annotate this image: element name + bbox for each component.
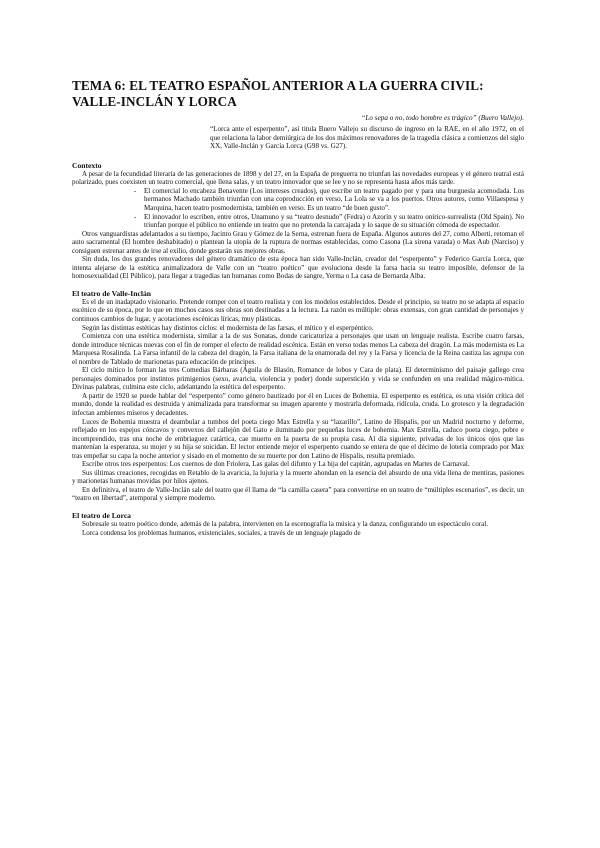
section-heading-contexto: Contexto	[72, 160, 102, 170]
paragraph: Lorca condensa los problemas humanos, existenciales, sociales, a través de un lenguaje plagado de	[82, 528, 361, 537]
paragraph: Sus últimas creaciones, recogidas en Retablo de la avaricia, la lujuria y la muerte ahondan en la esencia del absurdo de una vida llena de mentiras, pasiones y marionetas humanas movidas por hilos ajenos.	[72, 468, 524, 486]
paragraph: Sobresale su teatro poético donde, además de la palabra, intervienen en la escenografía la música y la danza, configurando un espectáculo coral.	[82, 520, 489, 529]
page-title: TEMA 6: EL TEATRO ESPAÑOL ANTERIOR A LA GUERRA CIVIL: VALLE-INCLÁN Y LORCA	[72, 78, 484, 109]
document-page	[72, 78, 524, 537]
bullet-text: El innovador lo escriben, entre otros, Unamuno y su “teatro desnudo” (Fedra) o Azorín y su teatro onírico-surrealista (Old Spain). No triunfan porque el público no entiende un teatro que no pretenda la carcajada y lo saque de su situación cómoda de espectador.	[144, 212, 524, 230]
paragraph: El ciclo mítico lo forman las tres Comedias Bárbaras (Águila de Blasón, Romance de lobos y Cara de plata). El determinismo del paisaje gallego crea personajes dominados por instintos primigenios (sexo, avaricia, violencia y poder) donde superstición y vida se confunden en una realidad mágico-mítica. Divinas palabras, culmina este ciclo, adelantando la estética del esperpento.	[72, 366, 524, 392]
intro-paragraph: “Lorca ante el esperpento”, así titula Buero Vallejo su discurso de ingreso en la RAE, en el año 1972, en el que relaciona la labor demiúrgica de los dos máximos renovadores de la tragedia clásica a comienzos del siglo XX, Valle-Inclán y García Lorca (G98 vs. G27).	[210, 125, 524, 151]
paragraph: Es el de un inadaptado visionario. Pretende romper con el teatro realista y con los modelos establecidos. Desde el principio, su teatro no se adapta al espacio escénico de su época, por lo que en muchos casos sus obras son destinadas a la lectura. La razón es múltiple: obras extensas, con gran cantidad de personajes y continuos cambios de lugar, y acotaciones escénicas líricas, muy plásticas.	[72, 297, 524, 323]
paragraph: A partir de 1920 se puede hablar del “esperpento” como género bautizado por él en Luces de Bohemia. El esperpento es estética, es una visión crítica del mundo, donde la realidad es destruida y animalizada para transformar su imagen aparente y mostrarla deformada, ridícula, cruda. Lo grotesco y la degradación infectan ambientes míseros y decadentes.	[72, 391, 524, 417]
paragraph: Sin duda, los dos grandes renovadores del género dramático de esta época han sido Valle-Inclán, creador del “esperpento” y Federico García Lorca, que intenta alejarse de la estética animalizadora de Valle con un “teatro poético” que evoluciona desde la farsa hacia su teatro imposible, defensor de la homosexualidad (El Público), para llegar a tragedias tan humanas como Bodas de sangre, Yerma o La casa de Bernarda Alba.	[72, 255, 524, 281]
bullet-item	[134, 187, 524, 213]
paragraph: A pesar de la fecundidad literaria de las generaciones de 1898 y del 27, en la España de preguerra no triunfan las novedades europeas y el género teatral está polarizado, pues coexisten un teatro comercial, que llena salas, y un teatro innovador que se lee y no se representa hasta años más tarde.	[72, 169, 524, 187]
paragraph: Luces de Bohemia muestra el deambular a tumbos del poeta ciego Max Estrella y su “lazarillo”, Latino de Hispalis, por un Madrid nocturno y deforme, reflejado en los espejos cóncavos y convexos del callejón del Gato e iluminado por pequeñas luces de bohemia. Max Estrella, caduco poeta ciego, pobre e incomprendido, tras una noche de embriaguez catártica, cae muerto en la puerta de su propia casa. Al día siguiente, privadas de los únicos ojos que las mantenían la esperanza, su mujer y su hija se suicidan. El lector entiende mejor el esperpento cuando se entera de que el décimo de lotería comprado por Max tras empeñar su capa la noche anterior y sisado en el momento de su muerte por don Latino de Hispalis, resulta premiado.	[72, 417, 524, 460]
section-heading-lorca: El teatro de Lorca	[72, 511, 131, 521]
bullet-text: El comercial lo encabeza Benavente (Los intereses creados), que escribe un teatro pagado por y para una burguesía acomodada. Los hermanos Machado también triunfan con una coproducción en verso, La Lola se va a los puertos. Otros autores, como Villaespesa y Marquina, hacen teatro posmodernista, también en verso. Es un teatro “de buen gusto”.	[144, 186, 524, 212]
section-heading-valle: El teatro de Valle-Inclán	[72, 288, 151, 298]
paragraph: Otros vanguardistas adelantados a su tiempo, Jacinto Grau y Gómez de la Serna, estrenan fuera de España. Algunos autores del 27, como Alberti, retoman el auto sacramental (El hombre deshabitado) o plantean la utopía de la ruptura de normas establecidas, como Casona (La sirena varada) o Max Aub (Narciso) y consiguen estrenar antes de irse al exilio, donde gestarán sus mejores obras.	[72, 229, 524, 255]
paragraph: Según las distintas estéticas hay distintos ciclos: el modernista de las farsas, el mítico y el esperpéntico.	[82, 323, 374, 332]
epigraph: “Lo sepa o no, todo hombre es trágico” (Buero Vallejo).	[361, 114, 524, 122]
bullet-icon: -	[134, 186, 137, 195]
bullet-icon: -	[134, 212, 137, 221]
bullet-item	[134, 213, 524, 230]
paragraph: En definitiva, el teatro de Valle-Inclán sale del teatro que él llama de “la camilla casera” para convertirse en un teatro de “múltiples escenarios”, es decir, un “teatro en libertad”, atemporal y siempre moderno.	[72, 485, 524, 503]
paragraph: Escribe otros tres esperpentos: Los cuernos de don Friolera, Las galas del difunto y La hija del capitán, agrupadas en Martes de Carnaval.	[82, 460, 470, 469]
paragraph: Comienza con una estética modernista, similar a la de sus Sonatas, donde caricaturiza a personajes que usan un lenguaje realista. Escribe cuatro farsas, donde introduce técnicas nuevas con el fin de romper el efecto de realidad escénica. Están en verso todas menos La cabeza del dragón. La más modernista es La Marquesa Rosalinda. La Farsa infantil de la cabeza del dragón, la Farsa italiana de la enamorada del rey y la Farsa y licencia de la Reina castiza las agrupa con el nombre de Tablado de marionetas para educación de príncipes.	[72, 332, 524, 366]
